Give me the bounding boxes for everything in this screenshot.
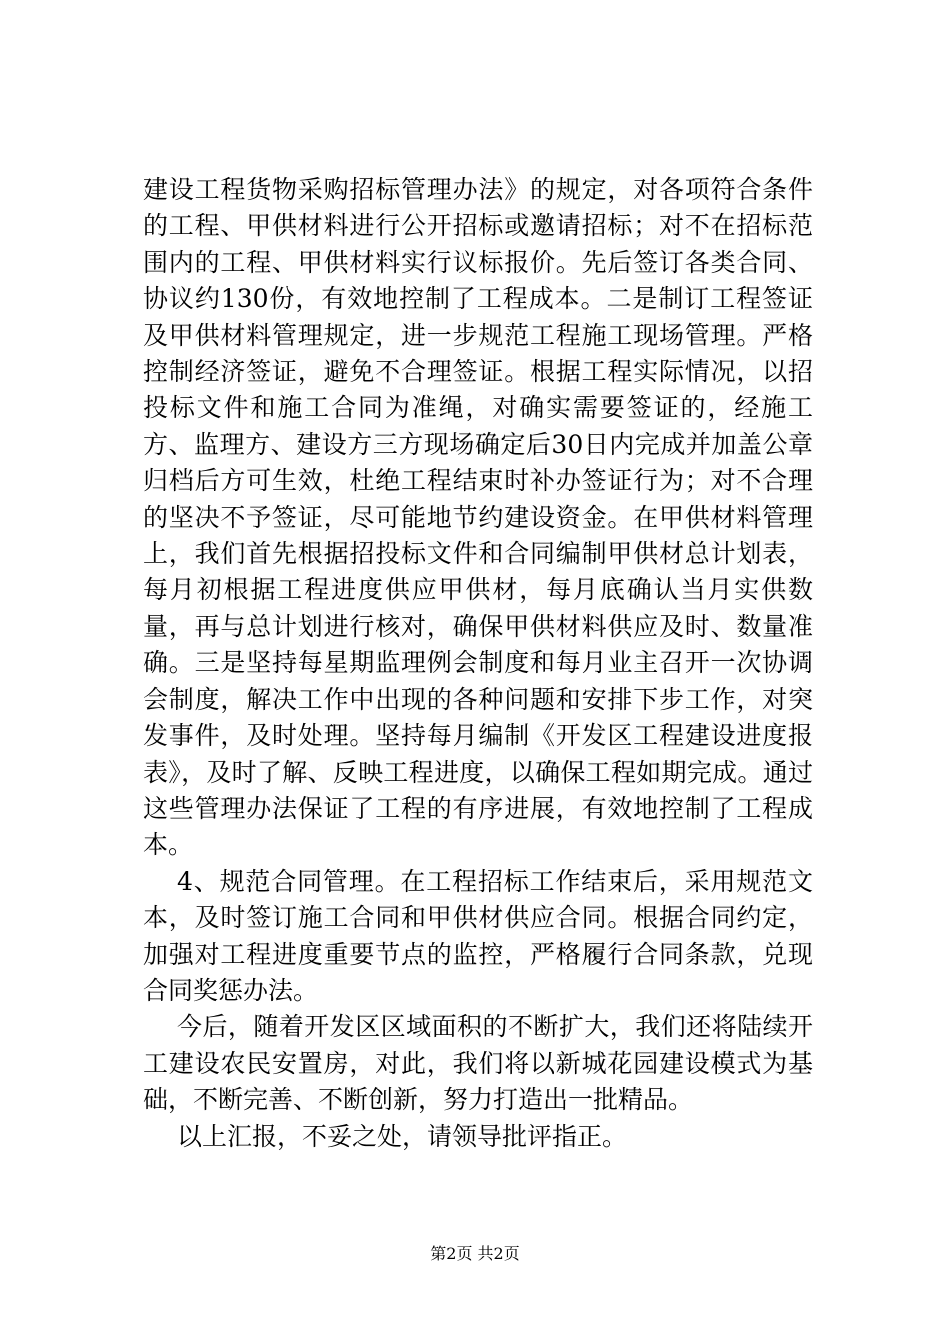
document-body [143, 172, 813, 1155]
page-number-footer: 第2页 共2页 [430, 1244, 520, 1263]
paragraph-future-plans: 今后，随着开发区区域面积的不断扩大，我们还将陆续开工建设农民安置房，对此，我们将以新城花园建设模式为基础，不断完善、不断创新，努力打造出一批精品。 [143, 1012, 813, 1115]
paragraph-continued: 建设工程货物采购招标管理办法》的规定，对各项符合条件的工程、甲供材料进行公开招标或邀请招标；对不在招标范围内的工程、甲供材料实行议标报价。先后签订各类合同、协议约130份，有效地控制了工程成本。二是制订工程签证及甲供材料管理规定，进一步规范工程施工现场管理。严格控制经济签证，避免不合理签证。根据工程实际情况，以招投标文件和施工合同为准绳，对确实需要签证的，经施工方、监理方、建设方三方现场确定后30日内完成并加盖公章归档后方可生效，杜绝工程结束时补办签证行为；对不合理的坚决不予签证，尽可能地节约建设资金。在甲供材料管理上，我们首先根据招投标文件和合同编制甲供材总计划表，每月初根据工程进度供应甲供材，每月底确认当月实供数量，再与总计划进行核对，确保甲供材料供应及时、数量准确。三是坚持每星期监理例会制度和每月业主召开一次协调会制度，解决工作中出现的各种问题和安排下步工作，对突发事件，及时处理。坚持每月编制《开发区工程建设进度报表》，及时了解、反映工程进度，以确保工程如期完成。通过这些管理办法保证了工程的有序进展，有效地控制了工程成本。 [143, 175, 813, 860]
paragraph-contract-management: 4、规范合同管理。在工程招标工作结束后，采用规范文本，及时签订施工合同和甲供材供应合同。根据合同约定，加强对工程进度重要节点的监控，严格履行合同条款，兑现合同奖惩办法。 [143, 866, 813, 1005]
paragraph-closing: 以上汇报，不妥之处，请领导批评指正。 [177, 1121, 628, 1151]
